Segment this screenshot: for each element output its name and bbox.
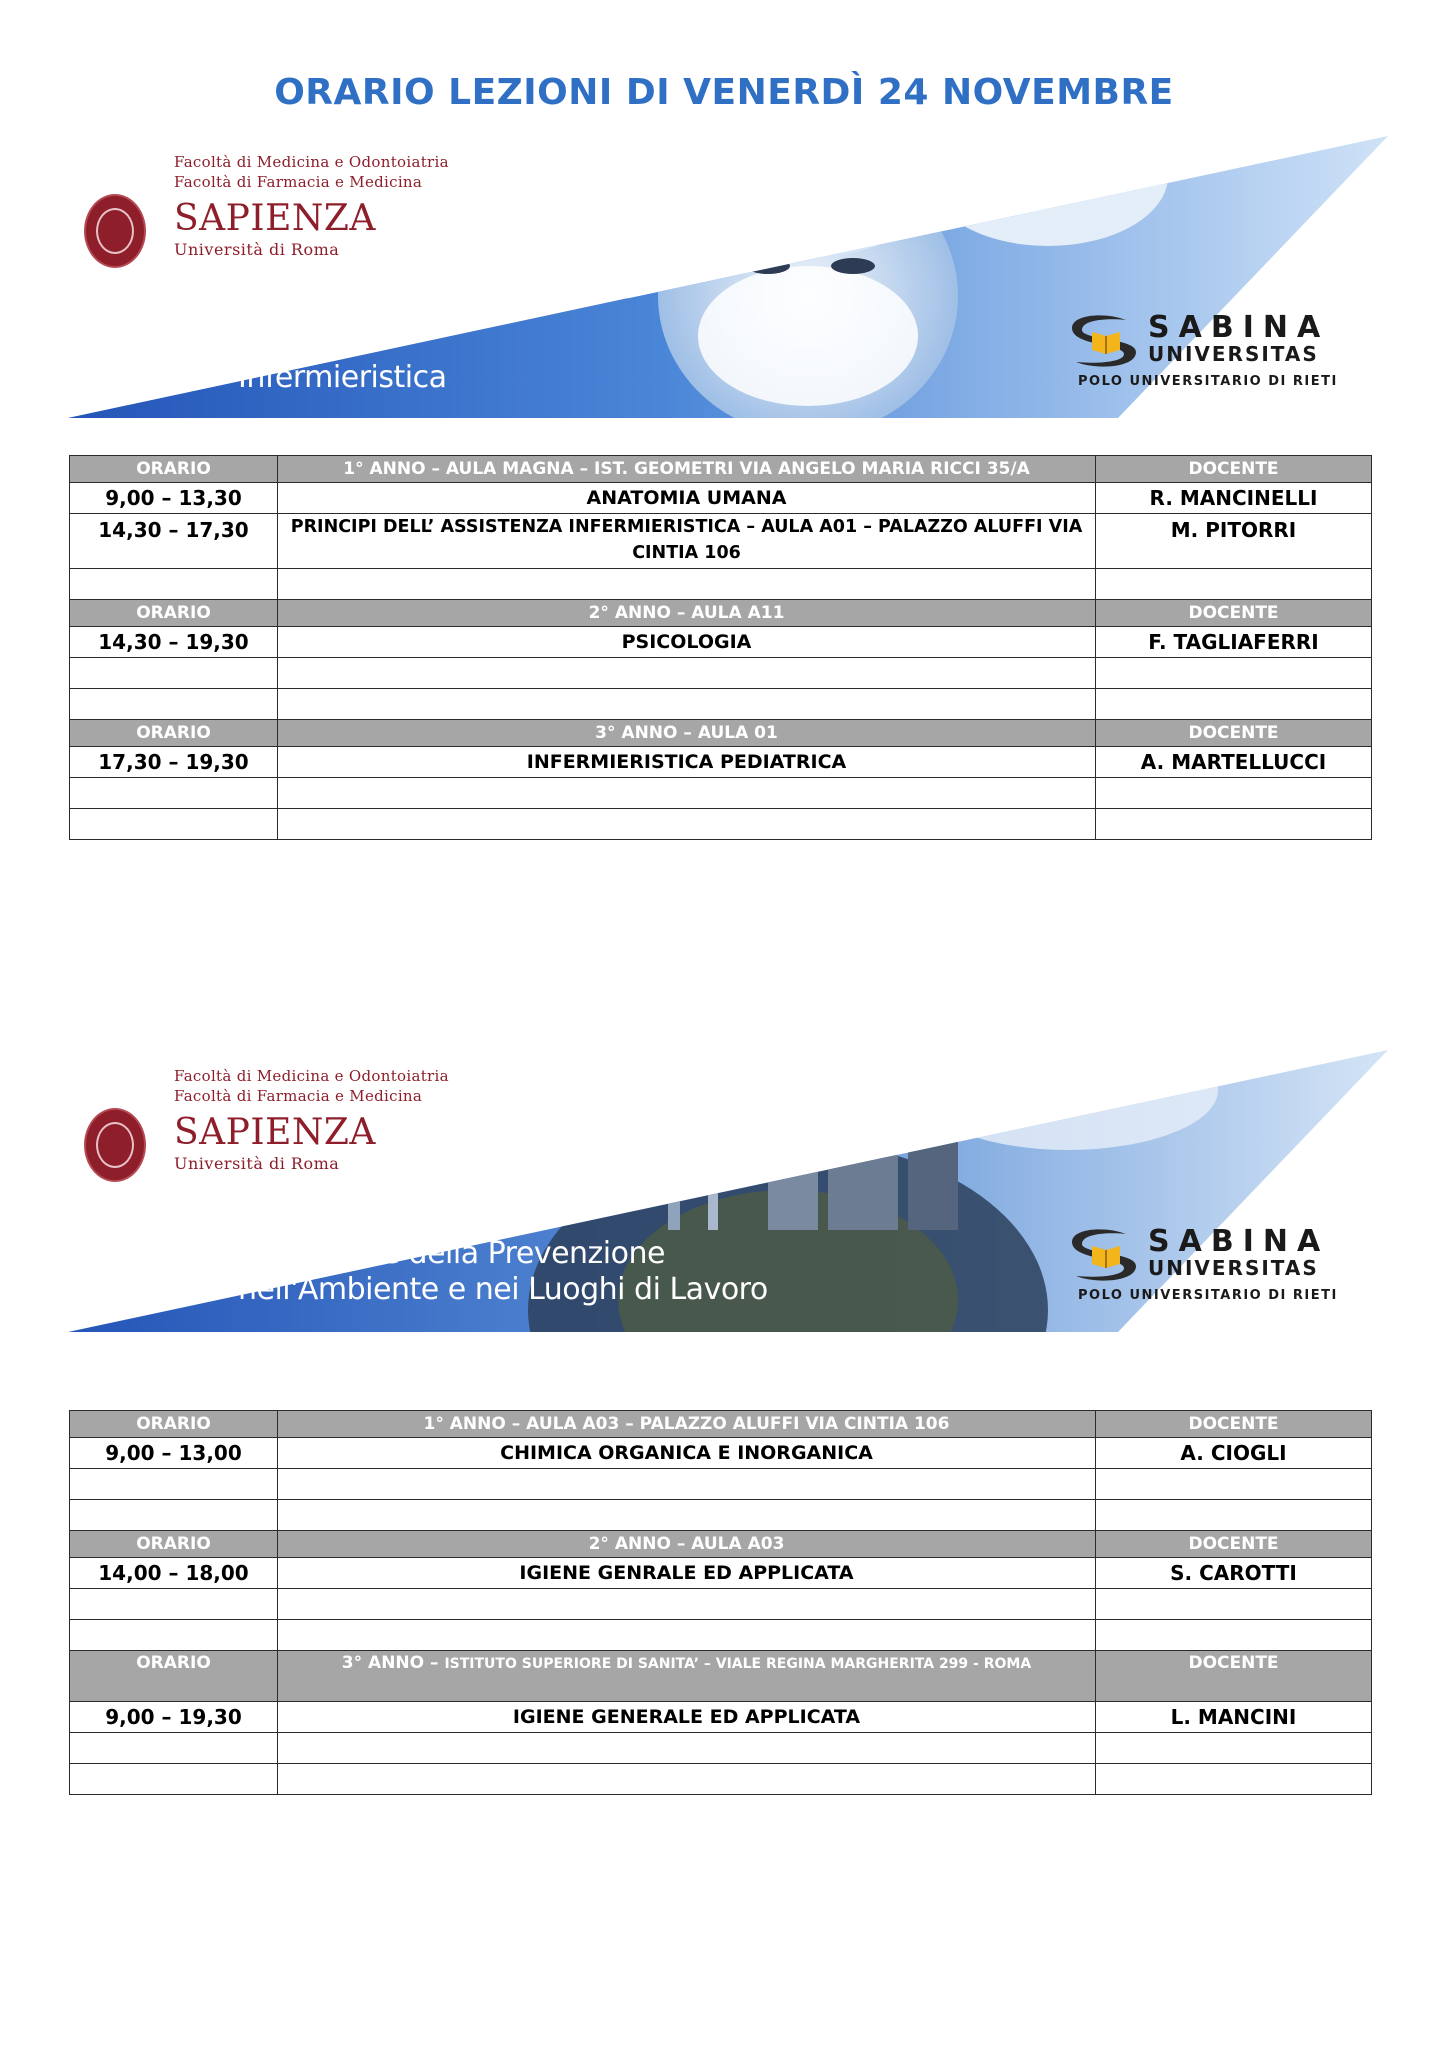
partner-sub: UNIVERSITAS — [1148, 1256, 1319, 1280]
cell-docente: R. MANCINELLI — [1096, 483, 1372, 514]
header-docente: DOCENTE — [1096, 456, 1372, 483]
cell-subject — [278, 809, 1096, 840]
header-docente: DOCENTE — [1096, 1531, 1372, 1558]
cell-subject — [278, 1733, 1096, 1764]
page-title: ORARIO LEZIONI DI VENERDÌ 24 NOVEMBRE — [274, 72, 1174, 113]
cell-orario — [70, 1620, 278, 1651]
cell-docente: S. CAROTTI — [1096, 1558, 1372, 1589]
cell-orario — [70, 1589, 278, 1620]
sabina-book-icon — [1066, 310, 1144, 370]
section-header-2-anno — [70, 600, 1372, 627]
cell-docente — [1096, 689, 1372, 720]
cell-docente — [1096, 1589, 1372, 1620]
banner-infermieristica — [68, 136, 1388, 418]
partner-tagline: POLO UNIVERSITARIO DI RIETI — [1078, 1288, 1338, 1303]
header-orario: ORARIO — [70, 1531, 278, 1558]
cell-orario — [70, 1500, 278, 1531]
header-docente: DOCENTE — [1096, 1651, 1372, 1702]
faculty-line-2: Facoltà di Farmacia e Medicina — [174, 173, 423, 191]
cell-docente — [1096, 569, 1372, 600]
header-docente: DOCENTE — [1096, 1411, 1372, 1438]
cell-orario: 14,30 – 19,30 — [70, 627, 278, 658]
header-title: 1° ANNO – AULA MAGNA – IST. GEOMETRI VIA ANGELO MARIA RICCI 35/A — [278, 456, 1096, 483]
cell-docente — [1096, 1733, 1372, 1764]
table-row — [70, 1764, 1372, 1795]
table-row — [70, 658, 1372, 689]
cell-orario — [70, 1469, 278, 1500]
cell-subject: PSICOLOGIA — [278, 627, 1096, 658]
sabina-book-icon — [1066, 1224, 1144, 1284]
table-row — [70, 747, 1372, 778]
cell-orario: 14,30 – 17,30 — [70, 514, 278, 569]
section-header-3-anno — [70, 720, 1372, 747]
header-orario: ORARIO — [70, 1651, 278, 1702]
header-title-prefix: 3° ANNO – — [341, 1653, 445, 1673]
sapienza-seal-icon — [84, 1108, 146, 1182]
course-title: Tecniche della Prevenzione nell'Ambiente e nei Luoghi di Lavoro — [238, 1236, 768, 1307]
schedule-table-infermieristica — [69, 455, 1372, 840]
header-orario: ORARIO — [70, 720, 278, 747]
header-title-location: ISTITUTO SUPERIORE DI SANITA’ – VIALE REGINA MARGHERITA 299 - ROMA — [444, 1656, 1032, 1672]
table-row — [70, 1558, 1372, 1589]
table-row — [70, 1469, 1372, 1500]
cell-subject: ANATOMIA UMANA — [278, 483, 1096, 514]
table-row — [70, 627, 1372, 658]
university-sub: Università di Roma — [174, 1154, 340, 1173]
table-row — [70, 809, 1372, 840]
university-sub: Università di Roma — [174, 240, 340, 259]
table-row — [70, 1620, 1372, 1651]
cell-docente — [1096, 1469, 1372, 1500]
table-row — [70, 1733, 1372, 1764]
header-title: 1° ANNO – AULA A03 – PALAZZO ALUFFI VIA CINTIA 106 — [278, 1411, 1096, 1438]
cell-docente — [1096, 778, 1372, 809]
cell-subject: INFERMIERISTICA PEDIATRICA — [278, 747, 1096, 778]
faculty-line-1: Facoltà di Medicina e Odontoiatria — [174, 1067, 449, 1085]
cell-docente — [1096, 809, 1372, 840]
header-docente: DOCENTE — [1096, 720, 1372, 747]
table-row — [70, 778, 1372, 809]
partner-sub: UNIVERSITAS — [1148, 342, 1319, 366]
header-title: 2° ANNO – AULA A11 — [278, 600, 1096, 627]
cell-orario — [70, 1764, 278, 1795]
cell-subject — [278, 1620, 1096, 1651]
cell-orario — [70, 778, 278, 809]
header-title — [278, 1651, 1096, 1702]
cell-docente — [1096, 1500, 1372, 1531]
section-header-3-anno — [70, 1651, 1372, 1702]
table-row — [70, 569, 1372, 600]
cell-orario — [70, 569, 278, 600]
cell-orario: 9,00 – 19,30 — [70, 1702, 278, 1733]
table-row — [70, 1702, 1372, 1733]
banner-tecniche-prevenzione — [68, 1050, 1388, 1332]
header-title: 3° ANNO – AULA 01 — [278, 720, 1096, 747]
cell-docente — [1096, 658, 1372, 689]
header-orario: ORARIO — [70, 1411, 278, 1438]
header-orario: ORARIO — [70, 600, 278, 627]
cell-orario — [70, 658, 278, 689]
cell-orario: 17,30 – 19,30 — [70, 747, 278, 778]
table-row — [70, 514, 1372, 569]
header-orario: ORARIO — [70, 456, 278, 483]
cell-docente: M. PITORRI — [1096, 514, 1372, 569]
cell-docente: F. TAGLIAFERRI — [1096, 627, 1372, 658]
header-title: 2° ANNO – AULA A03 — [278, 1531, 1096, 1558]
cell-subject — [278, 1469, 1096, 1500]
university-name: SAPIENZA — [174, 1112, 376, 1153]
cell-subject — [278, 689, 1096, 720]
cell-orario — [70, 809, 278, 840]
cell-orario — [70, 689, 278, 720]
cell-docente: L. MANCINI — [1096, 1702, 1372, 1733]
cell-docente — [1096, 1620, 1372, 1651]
cell-subject: IGIENE GENRALE ED APPLICATA — [278, 1558, 1096, 1589]
course-title: Infermieristica — [238, 360, 447, 395]
sabina-logo — [1066, 310, 1376, 400]
cell-orario: 9,00 – 13,00 — [70, 1438, 278, 1469]
header-docente: DOCENTE — [1096, 600, 1372, 627]
cell-docente: A. MARTELLUCCI — [1096, 747, 1372, 778]
sabina-logo — [1066, 1224, 1376, 1314]
cell-orario — [70, 1733, 278, 1764]
cell-subject: PRINCIPI DELL’ ASSISTENZA INFERMIERISTICA – AULA A01 – PALAZZO ALUFFI VIA CINTIA 106 — [278, 514, 1096, 569]
cell-subject — [278, 778, 1096, 809]
sapienza-seal-icon — [84, 194, 146, 268]
cell-docente — [1096, 1764, 1372, 1795]
cell-subject — [278, 569, 1096, 600]
cell-subject — [278, 1589, 1096, 1620]
section-header-2-anno — [70, 1531, 1372, 1558]
cell-orario: 9,00 – 13,30 — [70, 483, 278, 514]
section-header-1-anno — [70, 456, 1372, 483]
faculty-line-2: Facoltà di Farmacia e Medicina — [174, 1087, 423, 1105]
section-header-1-anno — [70, 1411, 1372, 1438]
cell-subject — [278, 658, 1096, 689]
partner-name: SABINA — [1148, 1224, 1330, 1259]
faculty-line-1: Facoltà di Medicina e Odontoiatria — [174, 153, 449, 171]
table-row — [70, 1589, 1372, 1620]
table-row — [70, 689, 1372, 720]
partner-tagline: POLO UNIVERSITARIO DI RIETI — [1078, 374, 1338, 389]
cell-docente: A. CIOGLI — [1096, 1438, 1372, 1469]
partner-name: SABINA — [1148, 310, 1330, 345]
table-row — [70, 1500, 1372, 1531]
table-row — [70, 483, 1372, 514]
cell-subject — [278, 1764, 1096, 1795]
cell-subject: IGIENE GENERALE ED APPLICATA — [278, 1702, 1096, 1733]
cell-subject: CHIMICA ORGANICA E INORGANICA — [278, 1438, 1096, 1469]
university-name: SAPIENZA — [174, 198, 376, 239]
schedule-table-tecniche-prevenzione — [69, 1410, 1372, 1795]
cell-orario: 14,00 – 18,00 — [70, 1558, 278, 1589]
table-row — [70, 1438, 1372, 1469]
cell-subject — [278, 1500, 1096, 1531]
